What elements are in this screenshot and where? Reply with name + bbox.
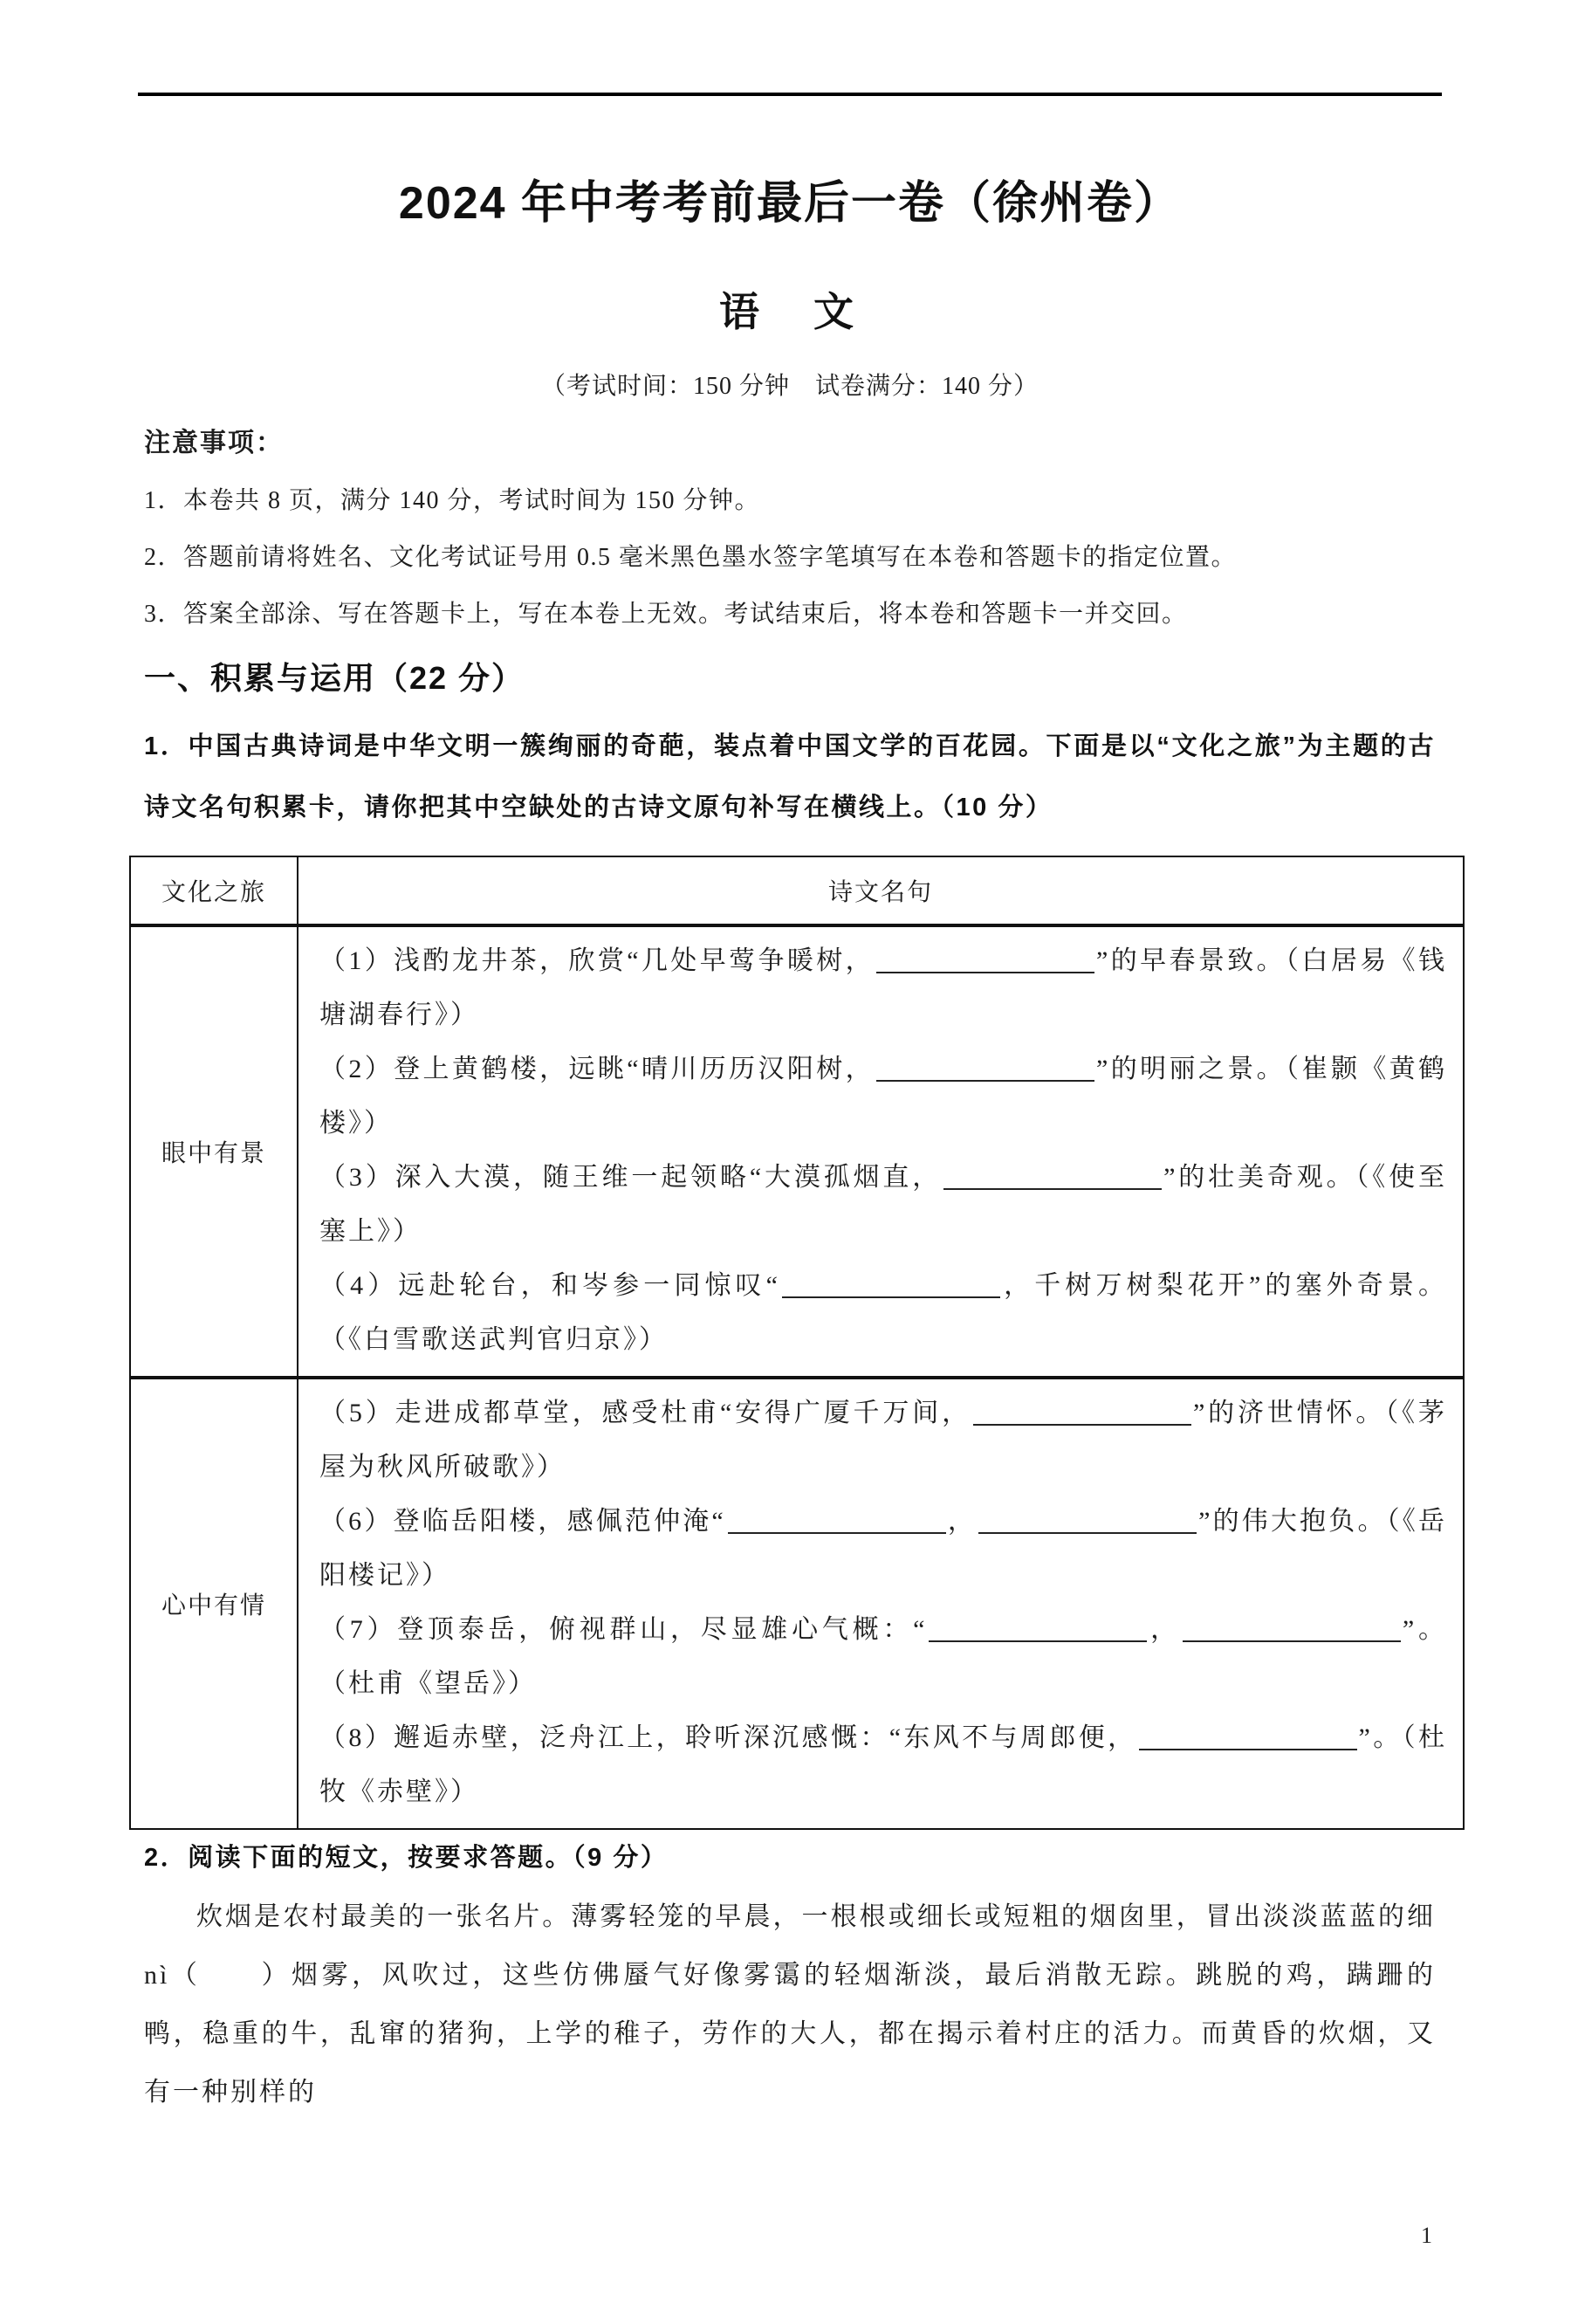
section-one-heading: 一、积累与运用（22 分） [144,660,525,696]
poem-item [319,1495,1447,1603]
poem-item [319,1151,1447,1259]
poem-text: ”。（杜甫《望岳》） [319,1615,1447,1698]
poem-text: ”的济世情怀。（《茅屋为秋风所破歌》） [319,1399,1447,1482]
table-header-verses: 诗文名句 [298,856,1464,925]
exam-title: 2024 年中考考前最后一卷（徐州卷） [398,178,1182,229]
poem-text: （2）登上黄鹤楼，远眺“晴川历历汉阳树， [319,1055,875,1083]
poem-text: （4）远赴轮台，和岑参一同惊叹“ [319,1271,780,1300]
poem-items-cell [298,925,1464,1378]
poem-item [319,1603,1447,1711]
poem-text: ”的早春景致。（白居易《钱塘湖春行》） [319,946,1447,1029]
answer-blank-line [876,944,1094,973]
poem-text: ”。（杜牧《赤壁》） [319,1723,1447,1806]
poem-text: ”的伟大抱负。（《岳阳楼记》） [319,1507,1447,1590]
answer-blank-line [973,1396,1191,1426]
answer-blank-line [728,1504,946,1534]
table-row [130,1378,1464,1829]
exam-info-line: （考试时间：150 分钟 试卷满分：140 分） [540,373,1039,400]
poem-text: ， [947,1507,978,1536]
poem-item [319,1386,1447,1495]
poem-text: （3）深入大漠，随王维一起领略“大漠孤烟直， [319,1163,943,1192]
answer-blank-line [876,1052,1094,1082]
answer-blank-line [929,1612,1147,1642]
theme-cell: 眼中有景 [130,925,298,1378]
accumulation-table [129,856,1465,1830]
poem-text: （8）邂逅赤壁，泛舟江上，聆听深沉感慨：“东风不与周郎便， [319,1723,1137,1752]
answer-blank-line [1139,1721,1357,1750]
question-2-stem: 2．阅读下面的短文，按要求答题。（9 分） [144,1844,669,1872]
poem-item [319,934,1447,1042]
table-header-theme: 文化之旅 [130,856,298,925]
poem-text: （1）浅酌龙井茶，欣赏“几处早莺争暖树， [319,946,875,975]
question-2-passage: 炊烟是农村最美的一张名片。薄雾轻笼的早晨，一根根或细长或短粗的烟囱里，冒出淡淡蓝蓝的细 nì（ ）烟雾，风吹过，这些仿佛蜃气好像雾霭的轻烟渐淡，最后消散无踪。跳脱的鸡，蹒跚的鸭，稳重的牛，乱窜的猪狗，上学的稚子，劳作的大人，都在揭示着村庄的活力。而黄昏的炊烟，又有一种别样的 [144,1902,1436,2107]
poem-text: （6）登临岳阳楼，感佩范仲淹“ [319,1507,726,1536]
poem-text: （7）登顶泰岳，俯视群山，尽显雄心气概：“ [319,1615,928,1644]
accumulation-table-body [130,925,1464,1829]
notice-heading: 注意事项： [144,429,284,457]
notice-item-1: 1．本卷共 8 页，满分 140 分，考试时间为 150 分钟。 [144,487,761,514]
question-1-stem: 1．中国古典诗词是中华文明一簇绚丽的奇葩，装点着中国文学的百花园。下面是以“文化之旅”为主题的古诗文名句积累卡，请你把其中空缺处的古诗文原句补写在横线上。（10 分） [144,732,1436,822]
page-number: 1 [1421,2223,1432,2248]
poem-text: ，千树万树梨花开”的塞外奇景。（《白雪歌送武判官归京》） [319,1271,1447,1354]
table-row [130,925,1464,1378]
answer-blank-line [782,1269,1000,1298]
poem-item [319,1042,1447,1151]
notice-item-2: 2．答题前请将姓名、文化考试证号用 0.5 毫米黑色墨水签字笔填写在本卷和答题卡的指定位置。 [144,544,1238,571]
poem-text: （5）走进成都草堂，感受杜甫“安得广厦千万间， [319,1399,971,1427]
header-rule [138,93,1442,96]
poem-text: ， [1149,1615,1181,1644]
poem-item [319,1711,1447,1819]
poem-text: ”的明丽之景。（崔颢《黄鹤楼》） [319,1055,1447,1138]
poem-item [319,1259,1447,1367]
page-content [0,176,1578,2121]
table-header-row [130,856,1464,925]
answer-blank-line [1183,1612,1401,1642]
theme-cell: 心中有情 [130,1378,298,1829]
poem-items-cell [298,1378,1464,1829]
notice-item-3: 3．答案全部涂、写在答题卡上，写在本卷上无效。考试结束后，将本卷和答题卡一并交回。 [144,601,1188,628]
poem-text: ”的壮美奇观。（《使至塞上》） [319,1163,1447,1246]
exam-subject: 语 文 [719,289,861,334]
answer-blank-line [943,1160,1162,1190]
answer-blank-line [978,1504,1197,1534]
